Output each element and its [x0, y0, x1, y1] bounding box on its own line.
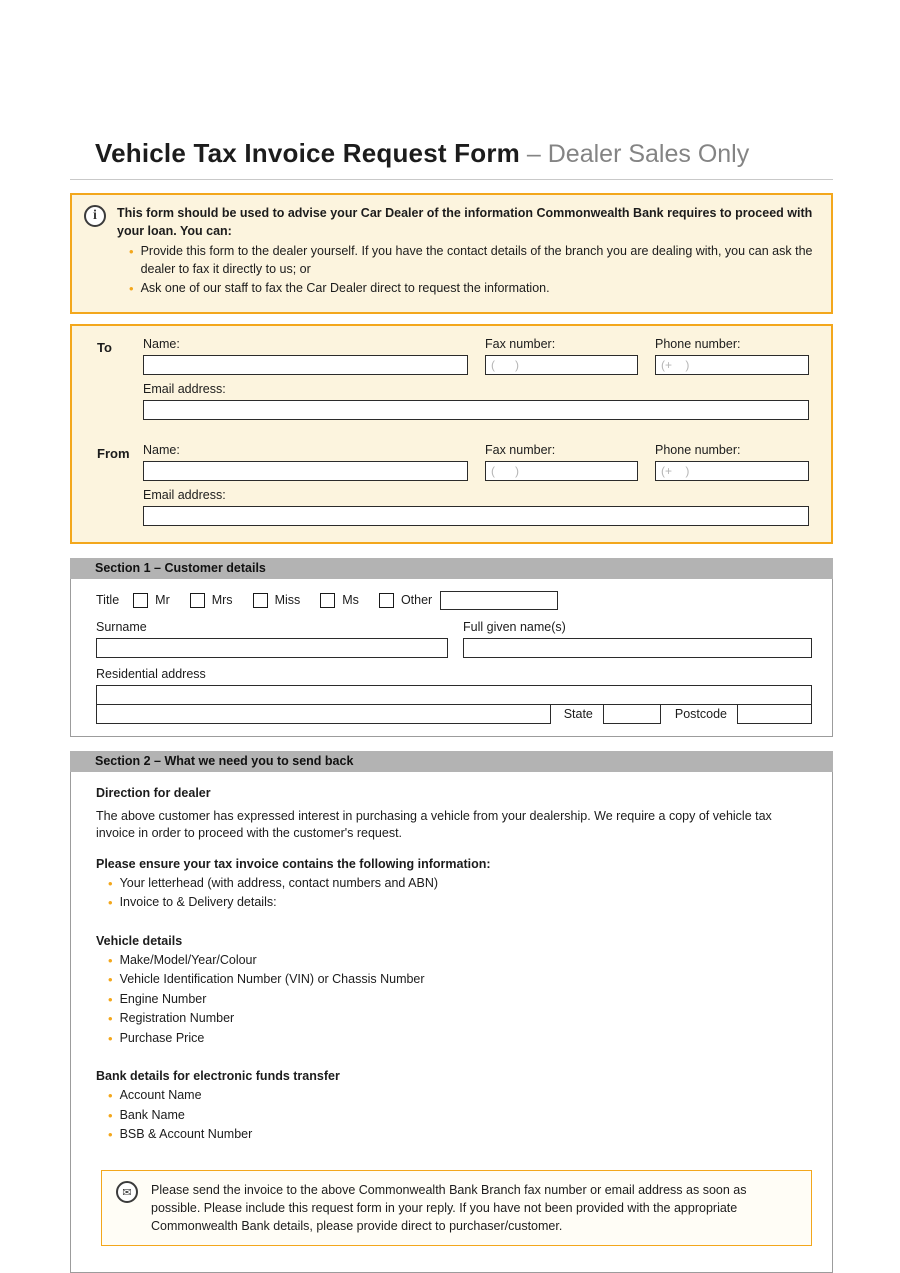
- other-title-input[interactable]: [440, 591, 558, 610]
- checkbox-miss[interactable]: [253, 593, 268, 608]
- list-item: [108, 991, 812, 1009]
- from-row: [97, 436, 809, 526]
- name-label: Name:: [143, 336, 180, 351]
- send-note-box: [101, 1170, 812, 1246]
- bullet-icon: •: [108, 1011, 113, 1027]
- bank-heading: Bank details for electronic funds transfer: [96, 1069, 340, 1084]
- title-row: [96, 591, 812, 610]
- fax-label: Fax number:: [485, 442, 556, 457]
- to-name-input[interactable]: [143, 355, 468, 375]
- phone-label: Phone number:: [655, 442, 741, 457]
- bullet-text: Your letterhead (with address, contact numbers and ABN): [119, 875, 439, 890]
- from-fax-input[interactable]: [485, 461, 638, 481]
- section2-header: Section 2 – What we need you to send back: [70, 751, 833, 772]
- info-heading: This form should be used to advise your Car Dealer of the information Commonwealth Bank requires to proceed with your loan. You can:: [117, 206, 813, 238]
- direction-text: The above customer has expressed interest in purchasing a vehicle from your dealership. We require a copy of vehicle tax invoice in order to proceed with the customer's request.: [96, 808, 772, 841]
- list-item: [108, 875, 812, 893]
- to-phone-input[interactable]: [655, 355, 809, 375]
- list-item: [108, 1030, 812, 1048]
- bullet-text: Bank Name: [119, 1107, 185, 1122]
- checkbox-other[interactable]: [379, 593, 394, 608]
- address-line2-input[interactable]: [96, 704, 551, 724]
- bullet-text: Purchase Price: [119, 1030, 205, 1045]
- checkbox-mrs[interactable]: [190, 593, 205, 608]
- page-header: [70, 138, 833, 180]
- bullet-icon: •: [108, 991, 113, 1007]
- bullet-text: Registration Number: [119, 1011, 235, 1026]
- section2-body: [70, 772, 833, 1273]
- info-icon: i: [84, 205, 106, 227]
- email-label: Email address:: [143, 381, 226, 396]
- bullet-text: Provide this form to the dealer yourself. If you have the contact details of the branch you are dealing with, you can ask the dealer to fax it directly to us; or: [140, 244, 813, 276]
- checkbox-mr[interactable]: [133, 593, 148, 608]
- bullet-text: Invoice to & Delivery details:: [119, 895, 277, 910]
- title-option-label: Mrs: [211, 593, 233, 608]
- page-subtitle: – Dealer Sales Only: [519, 140, 750, 168]
- from-email-input[interactable]: [143, 506, 809, 526]
- bullet-icon: •: [108, 952, 113, 968]
- from-phone-input[interactable]: [655, 461, 809, 481]
- bullet-text: Ask one of our staff to fax the Car Dealer direct to request the information.: [140, 281, 550, 295]
- to-email-input[interactable]: [143, 400, 809, 420]
- postcode-label: Postcode: [674, 706, 727, 721]
- state-label: State: [563, 706, 593, 721]
- names-row: [96, 620, 812, 658]
- info-box: [70, 193, 833, 314]
- title-option-label: Other: [400, 593, 433, 608]
- state-input[interactable]: [603, 704, 661, 724]
- bullet-icon: •: [108, 1030, 113, 1046]
- list-item: [129, 280, 815, 298]
- list-item: [108, 1010, 812, 1028]
- title-label: Title: [96, 593, 120, 608]
- name-label: Name:: [143, 442, 180, 457]
- address-line1-input[interactable]: [96, 685, 812, 705]
- email-label: Email address:: [143, 487, 226, 502]
- direction-heading: Direction for dealer: [96, 785, 211, 800]
- to-from-box: [70, 324, 833, 544]
- bullet-icon: •: [129, 244, 134, 259]
- address-label: Residential address: [96, 666, 206, 681]
- list-item: [108, 894, 812, 912]
- given-names-input[interactable]: [463, 638, 812, 658]
- surname-label: Surname: [96, 619, 147, 634]
- postcode-input[interactable]: [737, 704, 812, 724]
- bullet-icon: •: [108, 972, 113, 988]
- to-label: To: [97, 339, 112, 355]
- checkbox-ms[interactable]: [320, 593, 335, 608]
- bullet-icon: •: [108, 1107, 113, 1123]
- bullet-icon: •: [108, 895, 113, 911]
- list-item: [108, 952, 812, 970]
- list-item: [108, 971, 812, 989]
- list-item: [129, 243, 815, 278]
- surname-input[interactable]: [96, 638, 448, 658]
- address-row2: [96, 704, 812, 724]
- from-name-input[interactable]: [143, 461, 468, 481]
- bullet-text: Engine Number: [119, 991, 207, 1006]
- section1-header: Section 1 – Customer details: [70, 558, 833, 579]
- ensure-heading: Please ensure your tax invoice contains the following information:: [96, 856, 491, 871]
- given-names-label: Full given name(s): [463, 619, 566, 634]
- bullet-icon: •: [108, 1088, 113, 1104]
- bullet-text: Make/Model/Year/Colour: [119, 952, 257, 967]
- envelope-icon: ✉: [116, 1181, 138, 1203]
- fax-label: Fax number:: [485, 336, 556, 351]
- send-note-text: Please send the invoice to the above Commonwealth Bank Branch fax number or email address as soon as possible. Please include this request form in your reply. If you have not been provided with the appropriate Commonwealth Bank details, please provide direct to purchaser/customer.: [151, 1183, 747, 1234]
- phone-label: Phone number:: [655, 336, 741, 351]
- list-item: [108, 1087, 812, 1105]
- title-option-label: Miss: [274, 593, 301, 608]
- list-item: [108, 1126, 812, 1144]
- bullet-icon: •: [108, 875, 113, 891]
- bullet-icon: •: [108, 1127, 113, 1143]
- title-option-label: Ms: [342, 593, 359, 608]
- vehicle-heading: Vehicle details: [96, 933, 183, 948]
- bullet-text: Account Name: [119, 1088, 202, 1103]
- from-label: From: [97, 445, 130, 461]
- to-row: [97, 330, 809, 420]
- title-option-label: Mr: [155, 593, 170, 608]
- bullet-icon: •: [129, 281, 134, 296]
- page-title: Vehicle Tax Invoice Request Form: [95, 138, 520, 168]
- bullet-text: BSB & Account Number: [119, 1127, 253, 1142]
- list-item: [108, 1107, 812, 1125]
- bullet-text: Vehicle Identification Number (VIN) or Chassis Number: [119, 972, 425, 987]
- to-fax-input[interactable]: [485, 355, 638, 375]
- section1-body: [70, 579, 833, 737]
